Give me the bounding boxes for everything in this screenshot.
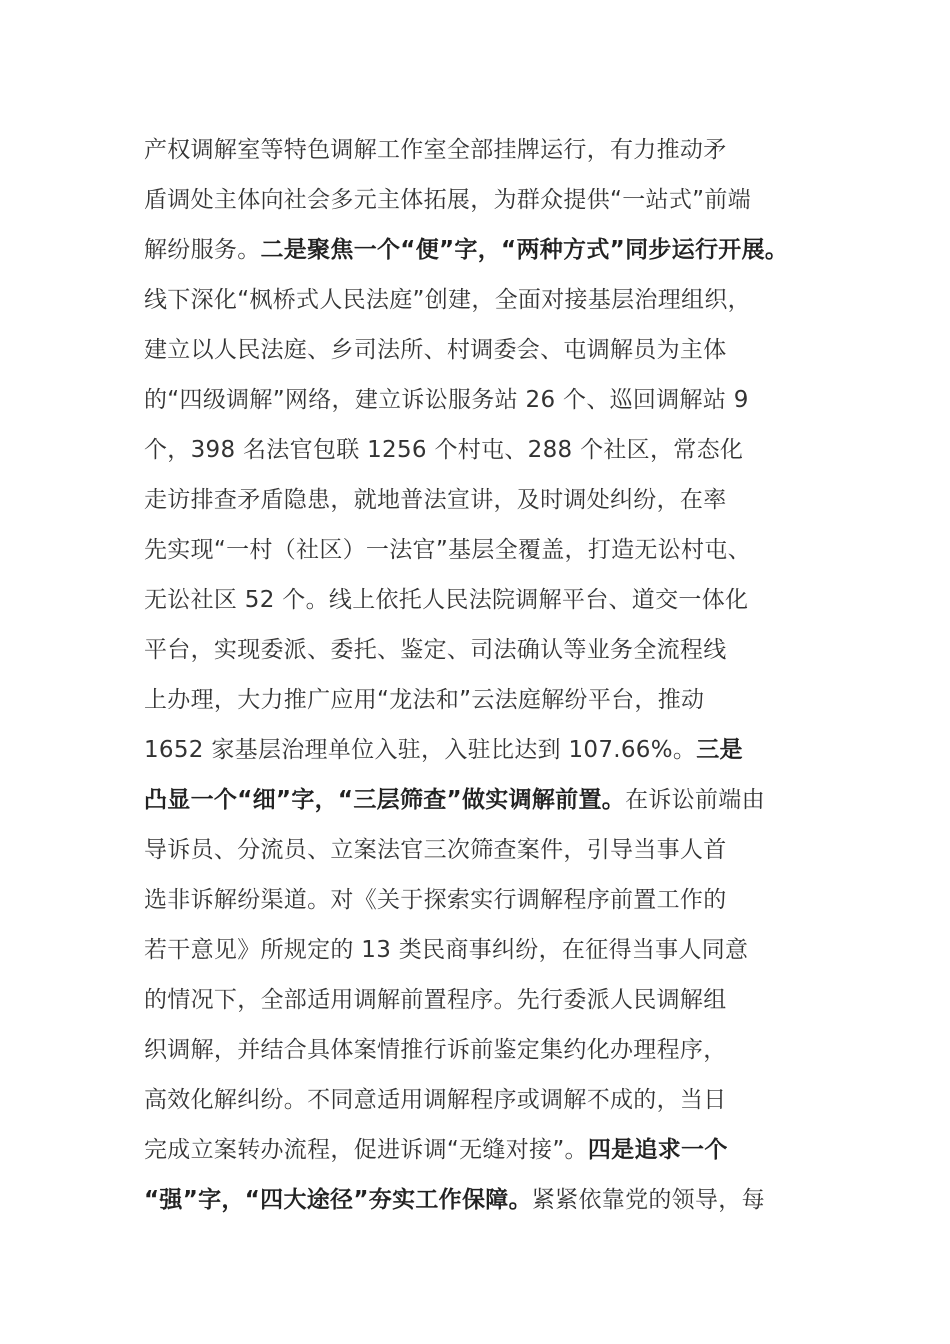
text-segment: 先实现“一村（社区）一法官”基层全覆盖，打造无讼村屯、: [144, 537, 751, 563]
text-segment: 1652 家基层治理单位入驻，入驻比达到 107.66%。: [144, 737, 697, 763]
text-segment: 紧紧依靠党的领导，每: [531, 1187, 765, 1213]
bold-text-segment: 二是聚焦一个“便”字，“两种方式”同步运行开展。: [260, 237, 789, 263]
text-line: [144, 1025, 844, 1075]
text-segment: 建立以人民法庭、乡司法所、村调委会、屯调解员为主体: [144, 337, 727, 363]
text-segment: 线下深化“枫桥式人民法庭”创建，全面对接基层治理组织，: [144, 287, 751, 313]
text-line: [144, 925, 844, 975]
text-line: [144, 175, 844, 225]
text-line: [144, 125, 844, 175]
text-line: [144, 375, 844, 425]
text-line: [144, 275, 844, 325]
bold-text-segment: 三是: [696, 737, 743, 763]
text-line: [144, 725, 844, 775]
text-segment: 的情况下，全部适用调解前置程序。先行委派人民调解组: [144, 987, 727, 1013]
text-line: [144, 1175, 844, 1225]
text-line: [144, 475, 844, 525]
text-line: [144, 525, 844, 575]
text-line: [144, 625, 844, 675]
text-segment: 完成立案转办流程，促进诉调“无缝对接”。: [144, 1137, 588, 1163]
text-line: [144, 225, 844, 275]
text-segment: 平台，实现委派、委托、鉴定、司法确认等业务全流程线: [144, 637, 727, 663]
text-line: [144, 1075, 844, 1125]
text-segment: 高效化解纠纷。不同意适用调解程序或调解不成的，当日: [144, 1087, 727, 1113]
text-segment: 解纷服务。: [144, 237, 261, 263]
text-line: [144, 575, 844, 625]
text-segment: 个，398 名法官包联 1256 个村屯、288 个社区，常态化: [144, 437, 744, 463]
text-segment: 导诉员、分流员、立案法官三次筛查案件，引导当事人首: [144, 837, 727, 863]
text-segment: 织调解，并结合具体案情推行诉前鉴定集约化办理程序，: [144, 1037, 727, 1063]
body-text: [144, 125, 844, 1225]
text-segment: 选非诉解纷渠道。对《关于探索实行调解程序前置工作的: [144, 887, 727, 913]
bold-text-segment: 四是追求一个: [587, 1137, 728, 1163]
bold-text-segment: “强”字，“四大途径”夯实工作保障。: [144, 1187, 532, 1213]
text-segment: 无讼社区 52 个。线上依托人民法院调解平台、道交一体化: [144, 587, 749, 613]
text-line: [144, 775, 844, 825]
text-segment: 产权调解室等特色调解工作室全部挂牌运行，有力推动矛: [144, 137, 727, 163]
text-segment: 盾调处主体向社会多元主体拓展，为群众提供“一站式”前端: [144, 187, 751, 213]
text-line: [144, 875, 844, 925]
text-segment: 上办理，大力推广应用“龙法和”云法庭解纷平台，推动: [144, 687, 705, 713]
text-segment: 走访排查矛盾隐患，就地普法宣讲，及时调处纠纷，在率: [144, 487, 727, 513]
bold-text-segment: 凸显一个“细”字，“三层筛查”做实调解前置。: [144, 787, 626, 813]
text-segment: 的“四级调解”网络，建立诉讼服务站 26 个、巡回调解站 9: [144, 387, 749, 413]
text-line: [144, 675, 844, 725]
text-line: [144, 425, 844, 475]
text-line: [144, 1125, 844, 1175]
text-segment: 若干意见》所规定的 13 类民商事纠纷，在征得当事人同意: [144, 937, 749, 963]
text-segment: 在诉讼前端由: [625, 787, 765, 813]
text-line: [144, 825, 844, 875]
text-line: [144, 325, 844, 375]
text-line: [144, 975, 844, 1025]
